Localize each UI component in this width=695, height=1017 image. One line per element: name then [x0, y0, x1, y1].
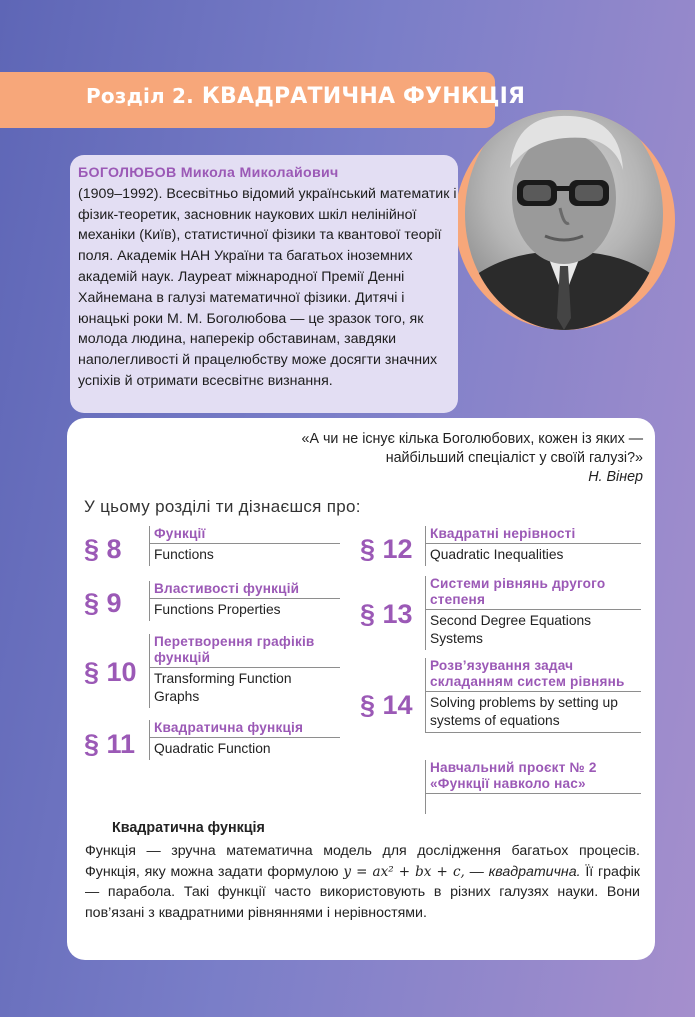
section-13-english: Second Degree Equations Systems: [430, 613, 592, 646]
section-13-entry[interactable]: [425, 576, 641, 650]
section-14-number: § 14: [360, 690, 413, 720]
chapter-intro: У цьому розділі ти дізнаєшся про:: [84, 497, 361, 516]
bio-description: (1909–1992). Всесвітньо відомий український математик і фізик-теоретик, засновник наукових шкіл нелінійної механіки (Київ), статистичної фізики та квантової теорії поля. Академік НАН України та багатьох іноземних академій наук. Лауреат міжнародної Премії Денні Хайнемана в галузі математичної фізики. Дитячі і юнацькі роки М. М. Боголюбова — це зразок того, як молода людина, наперекір обставинам, завдяки наполегливості й працелюбству може досягти значних успіхів й отримати всесвітнє визнання.: [78, 185, 457, 389]
section-9-english: Functions Properties: [154, 602, 281, 617]
quadratic-text-2: Її графік — парабола. Такі функції часто використовують в різних галузях науки. Вони пов’язані з квадратними рівняннями і нерівностями.: [85, 863, 640, 921]
quadratic-paragraph: [85, 841, 640, 923]
epigraph-quote: [123, 430, 643, 487]
section-10-entry[interactable]: [149, 634, 340, 708]
portrait-circle: [455, 110, 675, 330]
section-13-title: Системи рівнянь другого степеня: [426, 576, 641, 610]
section-10-english: Transforming Function Graphs: [154, 671, 292, 704]
section-8-number: § 8: [84, 534, 122, 564]
project-entry[interactable]: [425, 760, 641, 814]
section-14-english: Solving problems by setting up systems of equations: [426, 692, 641, 733]
section-11-number: § 11: [84, 729, 136, 759]
quadratic-heading: Квадратична функція: [112, 820, 265, 836]
section-8-english: Functions: [154, 547, 214, 562]
quote-line-2: найбільший спеціаліст у своїй галузі?»: [385, 450, 643, 466]
section-14-title: Розв’язування задач складанням систем рівнянь: [426, 658, 641, 692]
bio-name: БОГОЛЮБОВ Микола Миколайович: [78, 165, 339, 181]
section-13-number: § 13: [360, 599, 413, 629]
section-9-number: § 9: [84, 588, 122, 618]
section-10-title: Перетворення графіків функцій: [150, 634, 340, 668]
chapter-title: [86, 84, 525, 109]
section-12-title: Квадратні нерівності: [426, 526, 641, 544]
section-12-number: § 12: [360, 534, 413, 564]
chapter-name: КВАДРАТИЧНА ФУНКЦІЯ: [201, 84, 526, 109]
quadratic-dash: —: [464, 863, 489, 880]
section-11-english: Quadratic Function: [154, 741, 271, 756]
quadratic-text-1: Функція — зручна математична модель для дослідження багатьох процесів. Функція, яку можна задати формулою: [85, 843, 640, 880]
section-9-entry[interactable]: [149, 581, 340, 621]
bio-text: [78, 163, 458, 392]
quote-author: Н. Вінер: [588, 469, 643, 485]
project-title: Навчальний проєкт № 2 «Функції навколо нас»: [426, 760, 641, 794]
section-11-entry[interactable]: [149, 720, 340, 760]
quadratic-formula: y = ax² + bx + c,: [343, 863, 465, 880]
section-12-entry[interactable]: [425, 526, 641, 566]
section-9-title: Властивості функцій: [150, 581, 340, 599]
quote-line-1: «А чи не існує кілька Боголюбових, кожен із яких —: [301, 431, 643, 447]
section-12-english: Quadratic Inequalities: [430, 547, 564, 562]
quadratic-term: квадратична.: [488, 863, 581, 880]
section-11-title: Квадратична функція: [150, 720, 340, 738]
section-10-number: § 10: [84, 657, 137, 687]
chapter-prefix: Розділ 2.: [86, 84, 194, 108]
section-8-entry[interactable]: [149, 526, 340, 566]
section-14-entry[interactable]: [425, 658, 641, 733]
portrait-illustration: [465, 110, 663, 330]
portrait-photo: [465, 110, 663, 330]
section-8-title: Функції: [150, 526, 340, 544]
